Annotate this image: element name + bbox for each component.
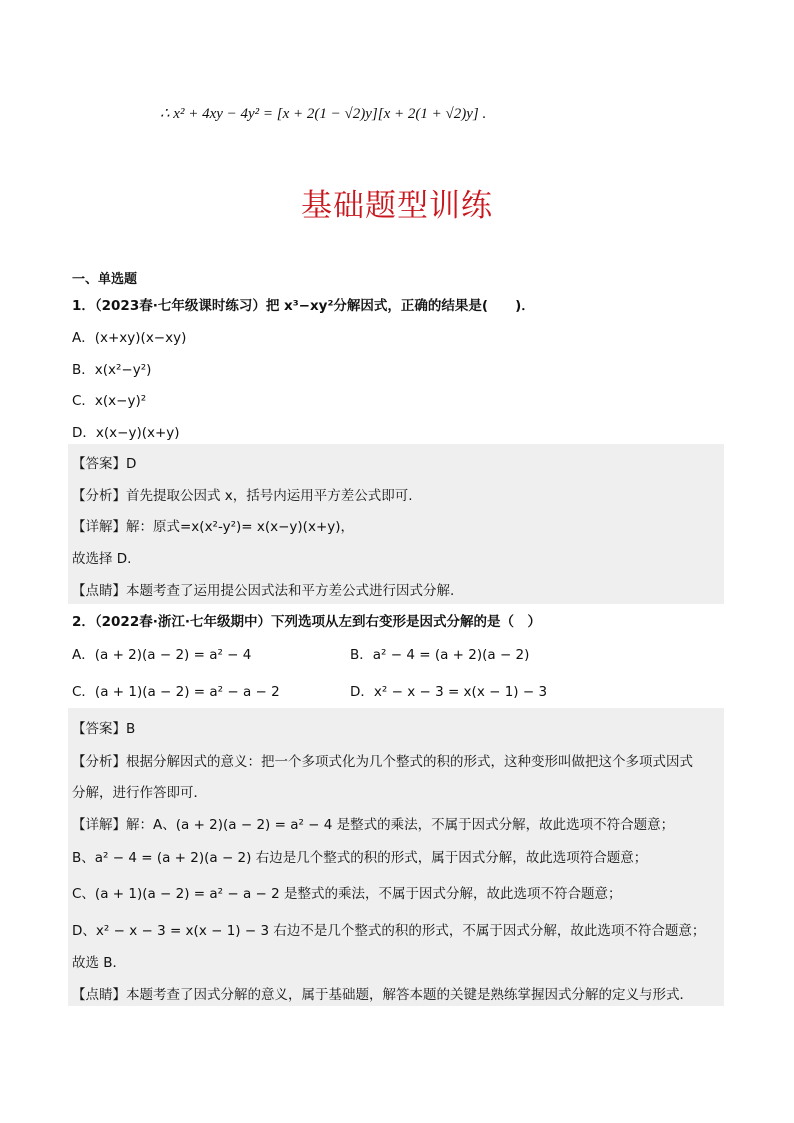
question-1-comment: 【点睛】本题考查了运用提公因式法和平方差公式进行因式分解. — [72, 583, 455, 599]
question-2-stem: 2．（2022春·浙江·七年级期中）下列选项从左到右变形是因式分解的是（ ） — [72, 614, 541, 630]
question-1-option-a: A．(x+xy)(x−xy) — [72, 330, 187, 346]
top-formula: ∴ x² + 4xy − 4y² = [x + 2(1 − √2)y][x + 2(1 + √2)y] . — [160, 106, 487, 122]
question-2-option-a: A．(a + 2)(a − 2) = a² − 4 — [72, 647, 252, 663]
question-2-detail-a: 【详解】解：A、(a + 2)(a − 2) = a² − 4 是整式的乘法，不属于因式分解，故此选项不符合题意； — [72, 817, 675, 833]
question-2-option-b: B．a² − 4 = (a + 2)(a − 2) — [350, 647, 530, 663]
question-2-detail-d: D、x² − x − 3 = x(x − 1) − 3 右边不是几个整式的积的形式，不属于因式分解，故此选项不符合题意； — [72, 923, 706, 939]
question-1-option-d: D．x(x−y)(x+y) — [72, 425, 180, 441]
question-1-answer: 【答案】D — [72, 456, 137, 472]
page-title: 基础题型训练 — [301, 188, 493, 224]
question-1-option-c: C．x(x−y)² — [72, 393, 147, 409]
question-1-analysis: 【分析】首先提取公因式 x，括号内运用平方差公式即可. — [72, 488, 413, 504]
question-2-analysis-line-1: 【分析】根据分解因式的意义：把一个多项式化为几个整式的积的形式，这种变形叫做把这个多项式因式 — [72, 754, 693, 770]
question-1-conclusion: 故选择 D. — [72, 551, 132, 567]
question-2-option-c: C．(a + 1)(a − 2) = a² − a − 2 — [72, 684, 280, 700]
question-2-option-d: D．x² − x − 3 = x(x − 1) − 3 — [350, 684, 548, 700]
question-1-option-b: B．x(x²−y²) — [72, 362, 152, 378]
question-2-conclusion: 故选 B． — [72, 955, 127, 971]
question-2-analysis-line-2: 分解，进行作答即可． — [72, 785, 207, 801]
question-1-detail: 【详解】解：原式=x(x²-y²)= x(x−y)(x+y)， — [72, 519, 355, 535]
question-2-comment: 【点睛】本题考查了因式分解的意义，属于基础题，解答本题的关键是熟练掌握因式分解的定义与形式． — [72, 987, 693, 1003]
question-2-detail-b: B、a² − 4 = (a + 2)(a − 2) 右边是几个整式的积的形式，属于因式分解，故此选项符合题意； — [72, 850, 648, 866]
question-1-stem: 1．（2023春·七年级课时练习）把 x³−xy²分解因式，正确的结果是( )． — [72, 298, 535, 314]
section-heading: 一、单选题 — [72, 272, 138, 287]
question-2-detail-c: C、(a + 1)(a − 2) = a² − a − 2 是整式的乘法，不属于因式分解，故此选项不符合题意； — [72, 886, 622, 902]
question-2-answer: 【答案】B — [72, 721, 136, 737]
